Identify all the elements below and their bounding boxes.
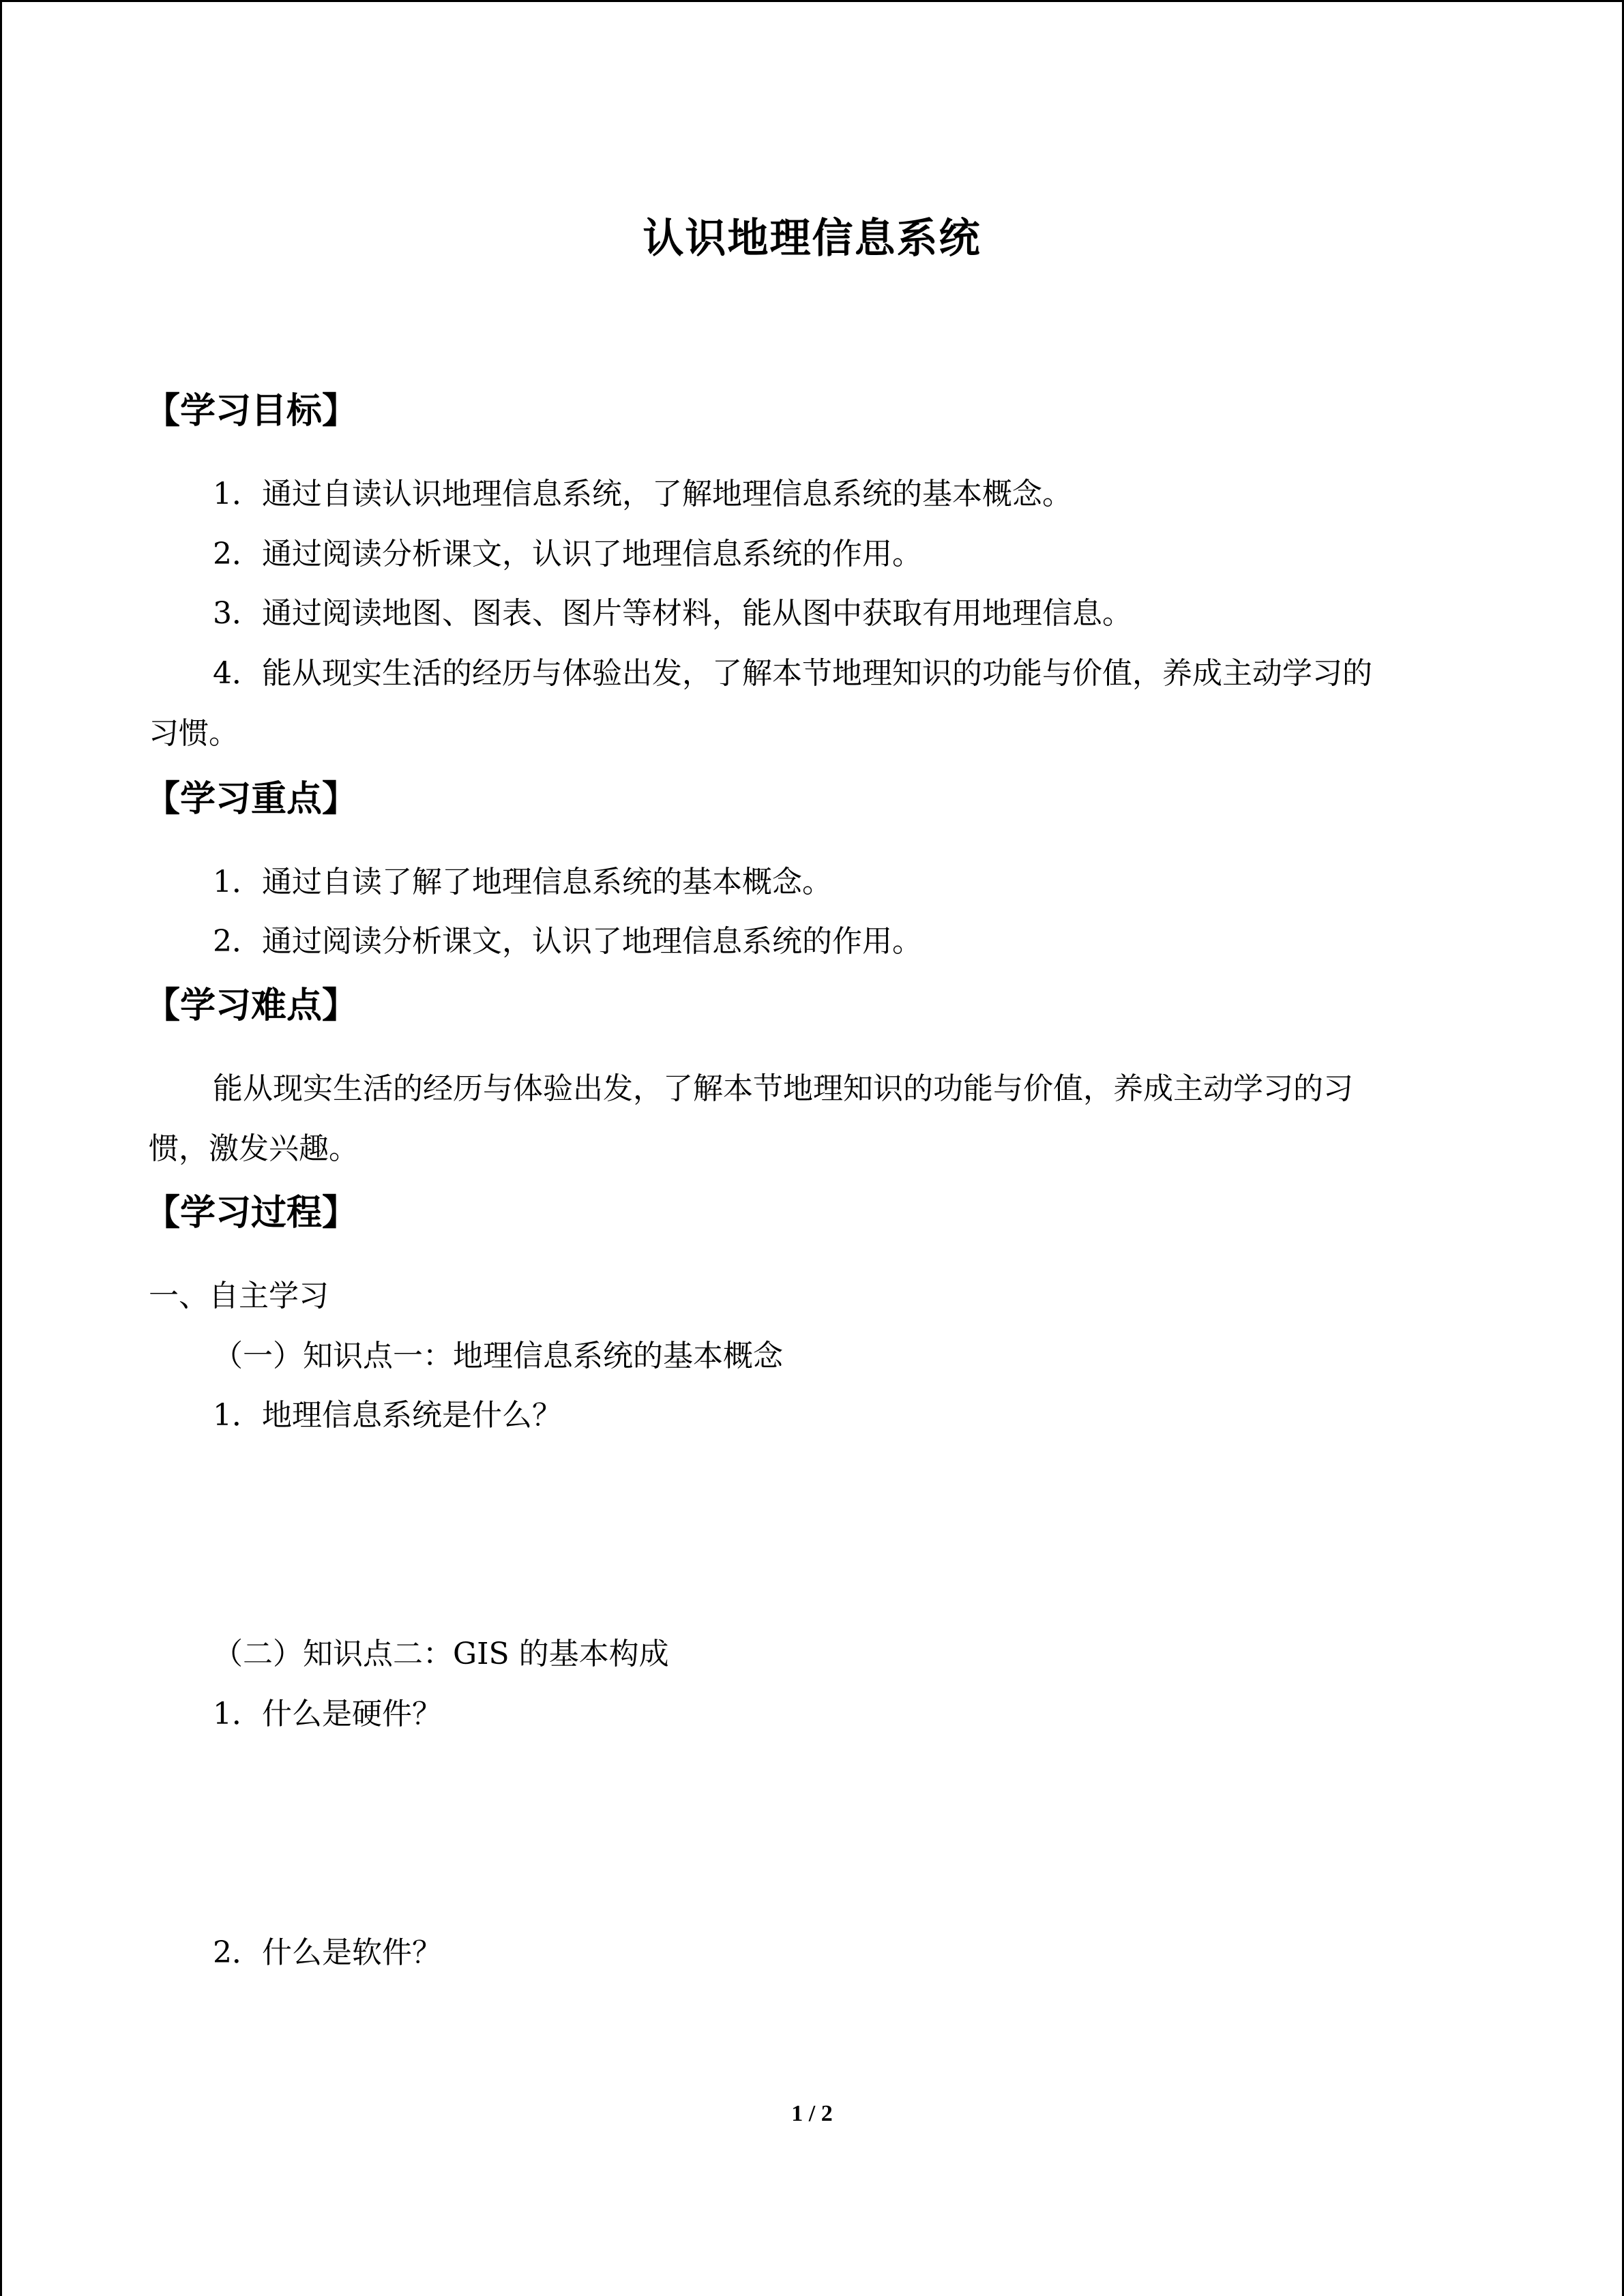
objective-item-1: 1．通过自读认识地理信息系统，了解地理信息系统的基本概念。 [213,477,1072,511]
section-heading-key-points: 【学习重点】 [145,779,358,820]
key-point-item-2: 2．通过阅读分析课文，认识了地理信息系统的作用。 [213,924,922,959]
question-2-1: 1．什么是硬件？ [213,1697,442,1731]
difficulty-line-2: 惯，激发兴趣。 [149,1131,359,1166]
key-point-item-1: 1．通过自读了解了地理信息系统的基本概念。 [213,865,832,899]
objective-item-2: 2．通过阅读分析课文，认识了地理信息系统的作用。 [213,537,922,571]
section-heading-objectives: 【学习目标】 [145,391,358,432]
section-heading-difficulties: 【学习难点】 [145,985,358,1026]
objective-item-4: 4．能从现实生活的经历与体验出发，了解本节地理知识的功能与价值，养成主动学习的 [213,656,1372,691]
objective-item-4-continued: 习惯。 [149,716,239,751]
process-part-1: 一、自主学习 [149,1279,329,1313]
page-number: 1 / 2 [791,2101,833,2126]
knowledge-point-1: （一）知识点一：地理信息系统的基本概念 [213,1339,783,1373]
difficulty-line-1: 能从现实生活的经历与体验出发，了解本节地理知识的功能与价值，养成主动学习的习 [213,1071,1353,1106]
question-2-2: 2．什么是软件？ [213,1935,442,1970]
page-title: 认识地理信息系统 [643,215,981,263]
objective-item-3: 3．通过阅读地图、图表、图片等材料，能从图中获取有用地理信息。 [213,596,1132,631]
knowledge-point-2: （二）知识点二：GIS 的基本构成 [213,1637,669,1671]
section-heading-process: 【学习过程】 [145,1193,358,1234]
question-1: 1．地理信息系统是什么？ [213,1398,562,1433]
